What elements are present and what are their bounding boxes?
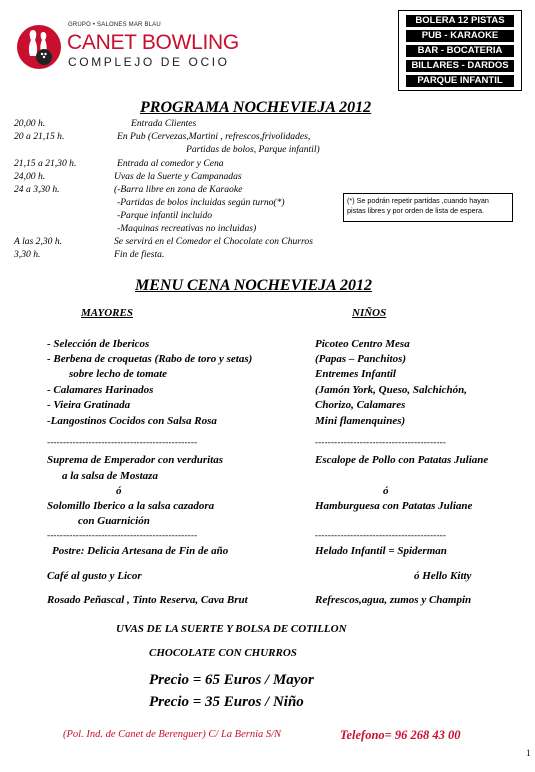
service-item: BILLARES - DARDOS (406, 60, 514, 72)
program-activity: -Partidas de bolos incluidas según turno(*) (117, 197, 285, 208)
logo-title: CANET BOWLING (67, 31, 239, 54)
program-time: 24,00 h. (14, 171, 46, 182)
extras-line: UVAS DE LA SUERTE Y BOLSA DE COTILLON (116, 623, 347, 635)
logo-subtitle: COMPLEJO DE OCIO (68, 55, 230, 69)
kid-starter: (Papas – Panchitos) (315, 353, 407, 365)
program-activity: Fin de fiesta. (114, 249, 165, 260)
adult-starter: - Vieira Gratinada (47, 399, 131, 411)
kid-main: Escalope de Pollo con Patatas Juliane (315, 454, 489, 466)
kid-or: ó (383, 485, 389, 497)
kid-dessert-alt: ó Hello Kitty (414, 570, 472, 582)
program-activity: -Maquinas recreativas no incluidas) (117, 223, 257, 234)
kid-divider: ----------------------------------------- (315, 530, 447, 540)
program-activity: Se servirá en el Comedor el Chocolate con Churros (114, 236, 313, 247)
kid-starter: Mini flamenquines) (315, 415, 406, 427)
program-activity: Entrada al comedor y Cena (117, 158, 224, 169)
adult-wine: Rosado Peñascal , Tinto Reserva, Cava Brut (47, 594, 248, 606)
kid-dessert: Helado Infantil = Spiderman (315, 545, 447, 557)
kid-divider: ----------------------------------------- (315, 437, 447, 447)
adult-starter: -Langostinos Cocidos con Salsa Rosa (47, 415, 217, 427)
kid-starter: (Jamón York, Queso, Salchichón, (315, 384, 467, 396)
footer-address: (Pol. Ind. de Canet de Berenguer) C/ La Bernia S/N (63, 729, 282, 740)
program-time: 24 a 3,30 h. (14, 184, 60, 195)
adult-main: con Guarnición (78, 515, 150, 527)
program-activity: (-Barra libre en zona de Karaoke (114, 184, 243, 195)
adults-header: MAYORES (81, 307, 133, 319)
kid-starter: Chorizo, Calamares (315, 399, 406, 411)
adult-starter: sobre lecho de tomate (69, 368, 168, 380)
service-item: BAR - BOCATERIA (406, 45, 514, 57)
program-title: PROGRAMA NOCHEVIEJA 2012 (140, 99, 372, 116)
extras-line: CHOCOLATE CON CHURROS (149, 647, 297, 659)
adult-main: Suprema de Emperador con verduritas (47, 454, 224, 466)
service-item: BOLERA 12 PISTAS (406, 15, 514, 27)
kid-main: Hamburguesa con Patatas Juliane (315, 500, 473, 512)
program-time: 21,15 a 21,30 h. (14, 158, 77, 169)
adult-starter: - Berbena de croquetas (Rabo de toro y setas) (47, 353, 253, 365)
footer-phone: Telefono= 96 268 43 00 (340, 728, 461, 742)
adult-dessert: Postre: Delicia Artesana de Fin de año (52, 545, 229, 557)
menu-title: MENU CENA NOCHEVIEJA 2012 (135, 277, 372, 294)
adult-starter: - Selección de Ibericos (47, 338, 150, 350)
program-note: (*) Se podrán repetir partidas ,cuando hayan pistas libres y por orden de lista de espera. (343, 193, 513, 222)
logo-group-text: GRUPO • SALONES MAR BLAU (68, 22, 161, 28)
program-time: 3,30 h. (14, 249, 41, 260)
program-activity: -Parque infantil incluido (117, 210, 213, 221)
price-kid: Precio = 35 Euros / Niño (149, 694, 304, 710)
program-activity: Partidas de bolos, Parque infantil) (186, 144, 320, 155)
kid-drinks: Refrescos,agua, zumos y Champin (315, 594, 472, 606)
adult-coffee: Café al gusto y Licor (47, 570, 142, 582)
bowling-logo-icon (16, 24, 62, 70)
adult-main: Solomillo Iberico a la salsa cazadora (47, 500, 215, 512)
price-adult: Precio = 65 Euros / Mayor (149, 672, 314, 688)
kid-starter: Picoteo Centro Mesa (315, 338, 410, 350)
program-activity: Uvas de la Suerte y Campanadas (114, 171, 242, 182)
kid-starter: Entremes Infantil (315, 368, 396, 380)
adult-or: ó (116, 485, 122, 497)
program-time: 20 a 21,15 h. (14, 131, 65, 142)
program-time: A las 2,30 h. (14, 236, 63, 247)
services-box (398, 10, 522, 91)
adult-starter: - Calamares Harinados (47, 384, 154, 396)
adult-divider: ----------------------------------------------- (47, 530, 198, 540)
adult-main: a la salsa de Mostaza (62, 470, 158, 482)
kids-header: NIÑOS (352, 307, 387, 319)
page-number: 1 (526, 748, 531, 758)
program-activity: En Pub (Cervezas,Martini , refrescos,frivolidades, (117, 131, 311, 142)
program-activity: Entrada Clientes (131, 118, 197, 129)
service-item: PARQUE INFANTIL (406, 75, 514, 87)
program-time: 20,00 h. (14, 118, 46, 129)
adult-divider: ----------------------------------------------- (47, 437, 198, 447)
service-item: PUB - KARAOKE (406, 30, 514, 42)
